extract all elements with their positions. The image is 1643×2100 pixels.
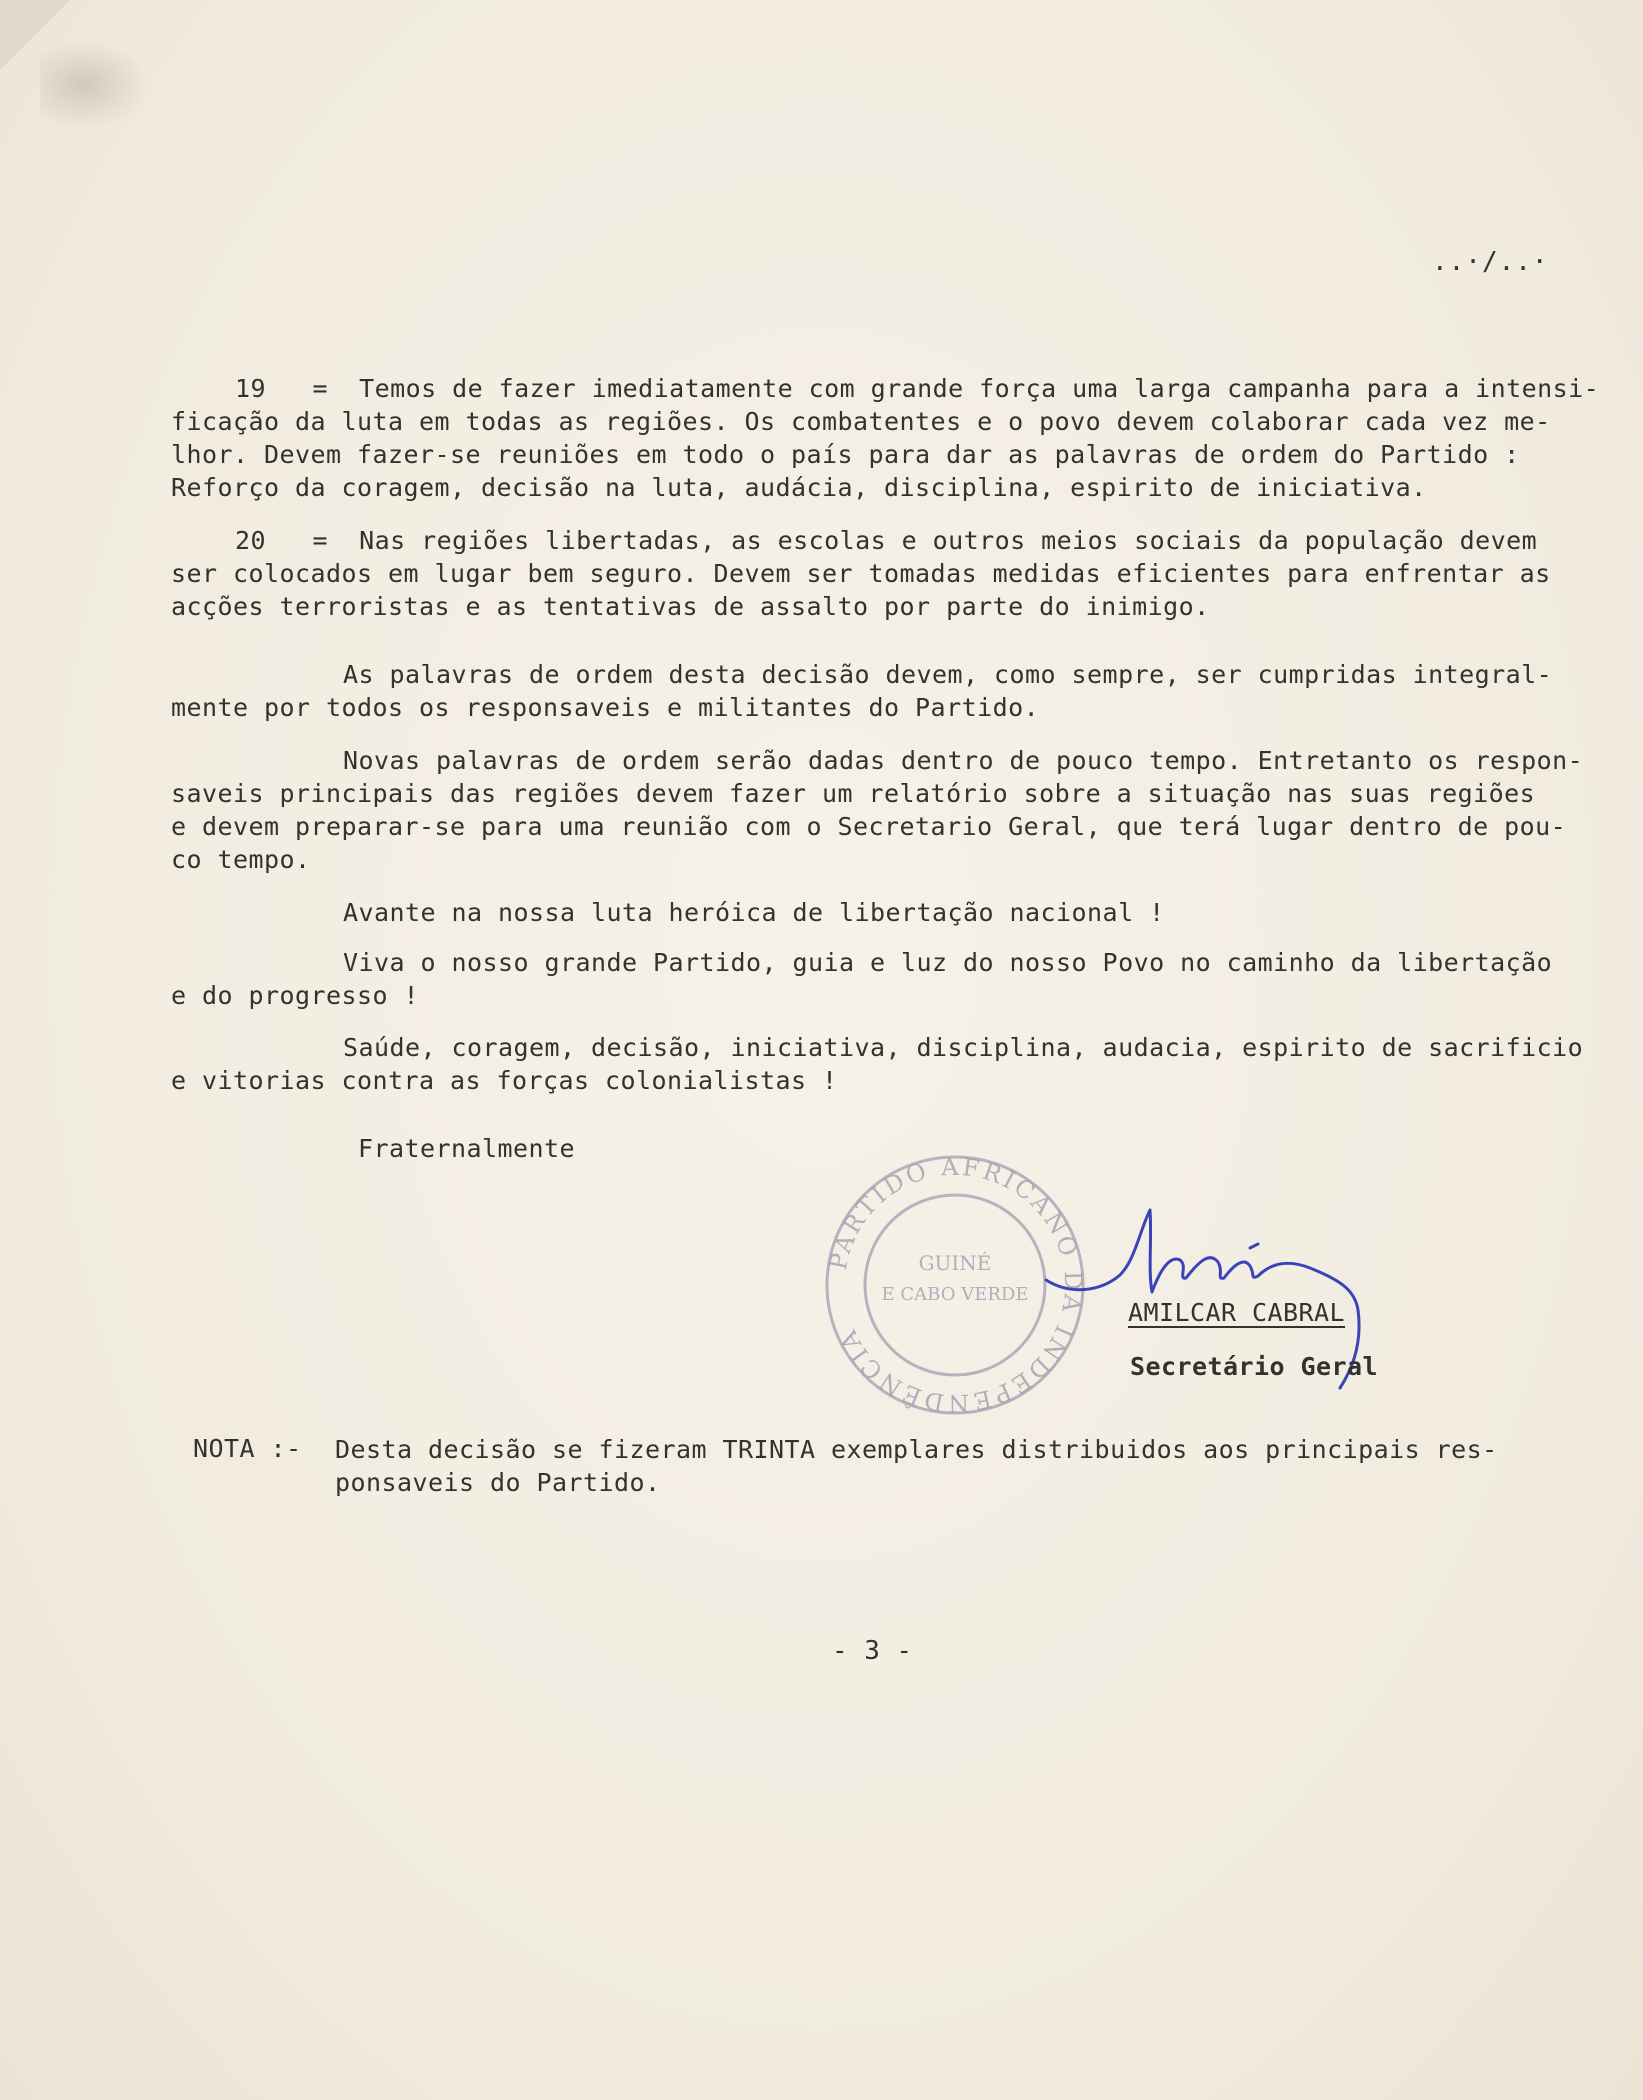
item-20-line-1: Nas regiões libertadas, as escolas e outros meios sociais da população devem xyxy=(359,526,1538,555)
paragraph-4-line-2: e do progresso ! xyxy=(171,981,420,1010)
stamp-inner-line-1: GUINÉ xyxy=(918,1251,992,1275)
paragraph-5-line-2: e vitorias contra as forças colonialistas ! xyxy=(171,1066,838,1095)
paragraph-2-line-1: Novas palavras de ordem serão dadas dentro de pouco tempo. Entretanto os respon- xyxy=(343,746,1584,775)
note-line-1: Desta decisão se fizeram TRINTA exemplares distribuidos aos principais res- xyxy=(335,1435,1498,1464)
paper-smudge xyxy=(40,40,150,130)
note-label: NOTA :- xyxy=(193,1434,302,1463)
paragraph-5-line-1: Saúde, coragem, decisão, iniciativa, disciplina, audacia, espirito de sacrificio xyxy=(343,1033,1584,1062)
item-20-line-3: acções terroristas e as tentativas de assalto por parte do inimigo. xyxy=(171,592,1210,621)
paragraph-4-line-1: Viva o nosso grande Partido, guia e luz do nosso Povo no caminho da libertação xyxy=(343,948,1553,977)
paragraph-2-line-2: saveis principais das regiões devem fazer um relatório sobre a situação nas suas regiões xyxy=(171,779,1536,808)
stamp-outer-text: PARTIDO AFRICANO DA INDEPENDÊNCIA xyxy=(823,1152,1088,1418)
note-line-2: ponsaveis do Partido. xyxy=(335,1468,661,1497)
paragraph-2-line-3: e devem preparar-se para uma reunião com o Secretario Geral, que terá lugar dentro de pou- xyxy=(171,812,1567,841)
item-19-line-3: lhor. Devem fazer-se reuniões em todo o país para dar as palavras de ordem do Partido : xyxy=(171,440,1520,469)
paragraph-1-line-1: As palavras de ordem desta decisão devem, como sempre, ser cumpridas integral- xyxy=(343,660,1553,689)
paragraph-2-line-4: co tempo. xyxy=(171,845,311,874)
paragraph-1-line-2: mente por todos os responsaveis e militantes do Partido. xyxy=(171,693,1040,722)
item-19-number: 19 = Temos de fazer imediatamente com grande força uma larga campanha para a intensi- xyxy=(235,374,1600,403)
signature-dot xyxy=(1250,1244,1258,1248)
continuation-mark: ..·/..· xyxy=(1432,247,1549,277)
closing-salutation: Fraternalmente xyxy=(358,1134,576,1163)
item-20-line-2: ser colocados em lugar bem seguro. Devem ser tomadas medidas eficientes para enfrentar as xyxy=(171,559,1551,588)
item-20-number: 20 = Nas regiões libertadas, as escolas e outros meios sociais da população devem xyxy=(235,526,1538,555)
signatory-title: Secretário Geral xyxy=(1130,1352,1379,1381)
signatory-name: AMILCAR CABRAL xyxy=(1128,1298,1346,1327)
stamp-inner-line-2: E CABO VERDE xyxy=(881,1284,1029,1305)
paragraph-3-line-1: Avante na nossa luta heróica de libertação nacional ! xyxy=(343,898,1165,927)
item-19-line-4: Reforço da coragem, decisão na luta, audácia, disciplina, espirito de iniciativa. xyxy=(171,473,1427,502)
item-19-line-1: Temos de fazer imediatamente com grande força uma larga campanha para a intensi- xyxy=(359,374,1600,403)
page-number: - 3 - xyxy=(832,1636,913,1666)
item-19-line-2: ficação da luta em todas as regiões. Os combatentes e o povo devem colaborar cada vez me- xyxy=(171,407,1551,436)
